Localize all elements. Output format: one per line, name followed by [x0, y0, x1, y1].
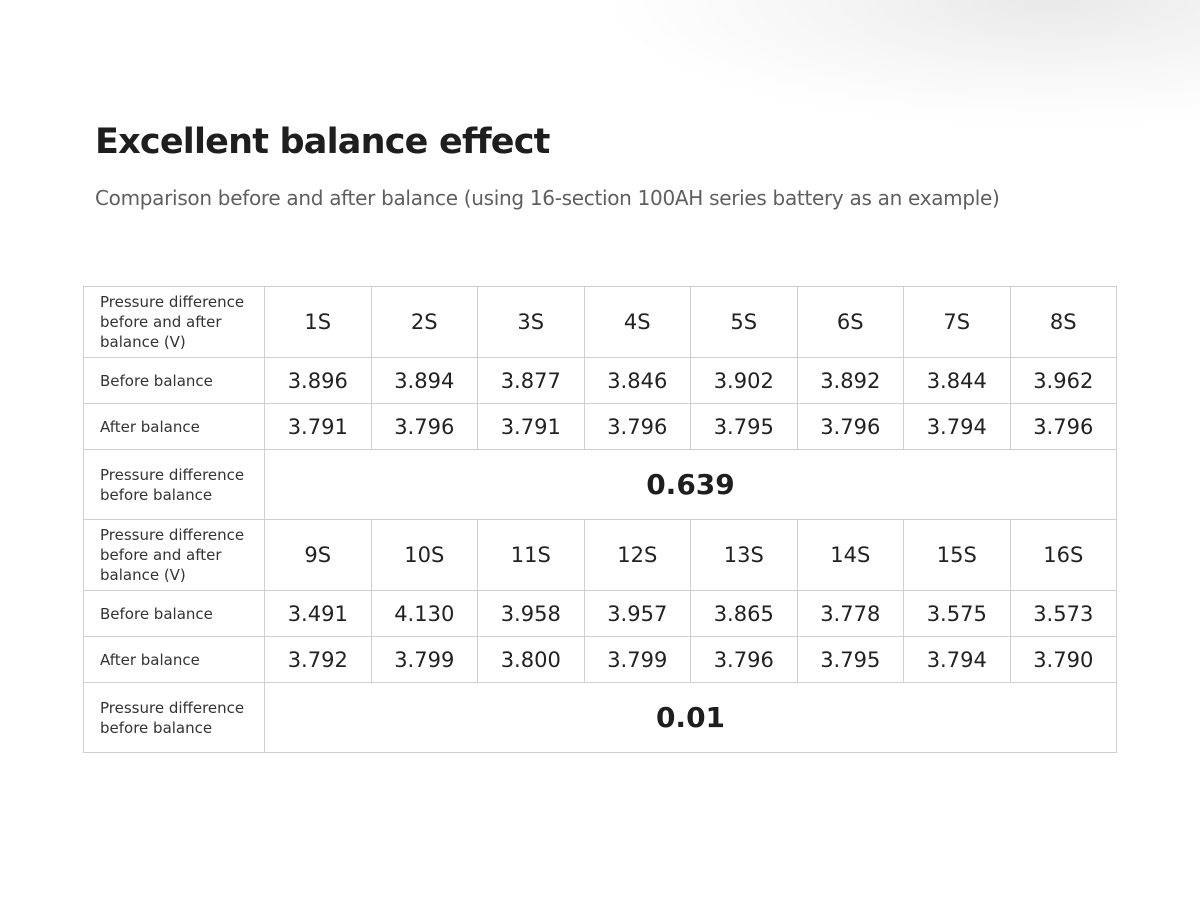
voltage-value: 3.799: [371, 637, 478, 683]
cell-label: 9S: [265, 520, 372, 591]
cell-label: 10S: [371, 520, 478, 591]
voltage-value: 3.575: [904, 591, 1011, 637]
cell-header-row: [84, 520, 1117, 591]
voltage-value: 4.130: [371, 591, 478, 637]
voltage-value: 3.792: [265, 637, 372, 683]
cell-label: 15S: [904, 520, 1011, 591]
cell-label: 2S: [371, 287, 478, 358]
voltage-value: 3.795: [797, 637, 904, 683]
page-title: Excellent balance effect: [95, 122, 550, 162]
voltage-value: 3.844: [904, 358, 1011, 404]
row-label: Before balance: [84, 591, 265, 637]
row-label: Pressure difference before and after balance (V): [84, 520, 265, 591]
cell-label: 5S: [691, 287, 798, 358]
cell-label: 6S: [797, 287, 904, 358]
cell-label: 14S: [797, 520, 904, 591]
voltage-value: 3.796: [691, 637, 798, 683]
cell-header-row: [84, 287, 1117, 358]
before-balance-row: [84, 358, 1117, 404]
voltage-value: 3.865: [691, 591, 798, 637]
cell-label: 4S: [584, 287, 691, 358]
voltage-value: 3.957: [584, 591, 691, 637]
row-label: After balance: [84, 404, 265, 450]
voltage-value: 3.791: [478, 404, 585, 450]
voltage-value: 3.958: [478, 591, 585, 637]
row-label: Pressure difference before balance: [84, 450, 265, 520]
after-balance-row: [84, 404, 1117, 450]
voltage-value: 3.491: [265, 591, 372, 637]
voltage-value: 3.790: [1010, 637, 1117, 683]
row-label: Pressure difference before balance: [84, 683, 265, 753]
row-label: After balance: [84, 637, 265, 683]
voltage-value: 3.800: [478, 637, 585, 683]
voltage-value: 3.573: [1010, 591, 1117, 637]
cell-label: 8S: [1010, 287, 1117, 358]
voltage-value: 3.894: [371, 358, 478, 404]
voltage-value: 3.778: [797, 591, 904, 637]
voltage-value: 3.796: [371, 404, 478, 450]
voltage-value: 3.796: [584, 404, 691, 450]
voltage-value: 3.791: [265, 404, 372, 450]
row-label: Pressure difference before and after balance (V): [84, 287, 265, 358]
pressure-difference-value: 0.639: [265, 450, 1117, 520]
pressure-difference-row: [84, 683, 1117, 753]
voltage-value: 3.902: [691, 358, 798, 404]
voltage-value: 3.795: [691, 404, 798, 450]
cell-label: 12S: [584, 520, 691, 591]
voltage-value: 3.846: [584, 358, 691, 404]
voltage-value: 3.796: [797, 404, 904, 450]
pressure-difference-row: [84, 450, 1117, 520]
cell-label: 16S: [1010, 520, 1117, 591]
row-label: Before balance: [84, 358, 265, 404]
voltage-value: 3.799: [584, 637, 691, 683]
cell-label: 11S: [478, 520, 585, 591]
before-balance-row: [84, 591, 1117, 637]
pressure-difference-value: 0.01: [265, 683, 1117, 753]
balance-comparison-table: [83, 286, 1117, 753]
voltage-value: 3.896: [265, 358, 372, 404]
voltage-value: 3.796: [1010, 404, 1117, 450]
cell-label: 3S: [478, 287, 585, 358]
voltage-value: 3.794: [904, 637, 1011, 683]
cell-label: 7S: [904, 287, 1011, 358]
cell-label: 13S: [691, 520, 798, 591]
cell-label: 1S: [265, 287, 372, 358]
voltage-value: 3.794: [904, 404, 1011, 450]
voltage-value: 3.892: [797, 358, 904, 404]
voltage-value: 3.962: [1010, 358, 1117, 404]
page-subtitle: Comparison before and after balance (using 16-section 100AH series battery as an example): [95, 186, 1000, 210]
voltage-value: 3.877: [478, 358, 585, 404]
after-balance-row: [84, 637, 1117, 683]
